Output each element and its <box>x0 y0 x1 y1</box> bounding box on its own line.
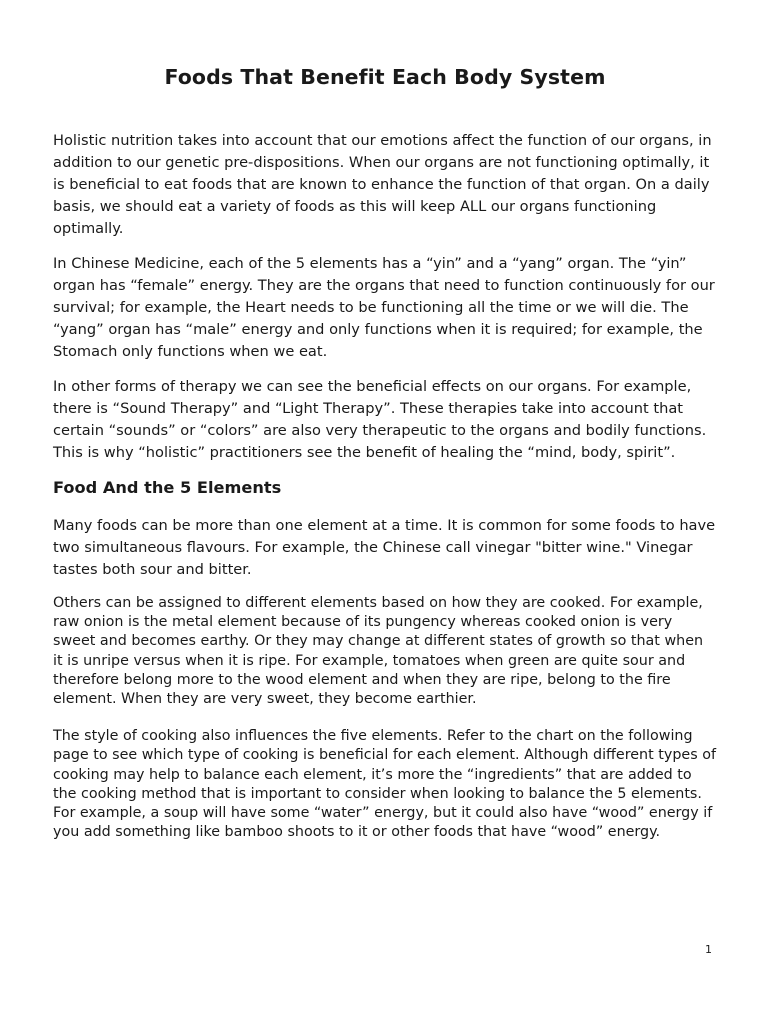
section-paragraph-1: Many foods can be more than one element at a time. It is common for some foods to have two simultaneous flavours. For example, the Chinese call vinegar "bitter wine." Vinegar tastes both sour and bitter. <box>53 517 716 578</box>
intro-paragraph-1: Holistic nutrition takes into account that our emotions affect the function of our organs, in addition to our genetic pre-dispositions. When our organs are not functioning optimally, it is beneficial to eat foods that are known to enhance the function of that organ. On a daily basis, we should eat a variety of foods as this will keep ALL our organs functioning optimally. <box>53 132 712 237</box>
intro-paragraph-3: In other forms of therapy we can see the beneficial effects on our organs. For example, there is “Sound Therapy” and “Light Therapy”. These therapies take into account that certain “sounds” or “colors” are also very therapeutic to the organs and bodily functions. This is why “holistic” practitioners see the benefit of healing the “mind, body, spirit”. <box>53 378 707 461</box>
section-heading: Food And the 5 Elements <box>53 478 282 497</box>
section-paragraph-2: Others can be assigned to different elements based on how they are cooked. For example, raw onion is the metal element because of its pungency whereas cooked onion is very sweet and becomes earthy. Or they may change at different states of growth so that when it is unripe versus when it is ripe. For example, tomatoes when green are quite sour and therefore belong more to the wood element and when they are ripe, belong to the fire element. When they are very sweet, they become earthier. <box>53 595 704 708</box>
document-page <box>53 62 717 860</box>
section-paragraph-3: The style of cooking also influences the five elements. Refer to the chart on the following page to see which type of cooking is beneficial for each element. Although different types of cooking may help to balance each element, it’s more the “ingredients” that are added to the cooking method that is important to consider when looking to balance the 5 elements. For example, a soup will have some “water” energy, but it could also have “wood” energy if you add something like bamboo shoots to it or other foods that have “wood” energy. <box>53 728 716 841</box>
page-title: Foods That Benefit Each Body System <box>164 65 606 89</box>
page-number: 1 <box>705 943 712 956</box>
intro-paragraph-2: In Chinese Medicine, each of the 5 elements has a “yin” and a “yang” organ. The “yin” organ has “female” energy. They are the organs that need to function continuously for our survival; for example, the Heart needs to be functioning all the time or we will die. The “yang” organ has “male” energy and only functions when it is required; for example, the Stomach only functions when we eat. <box>53 255 715 360</box>
